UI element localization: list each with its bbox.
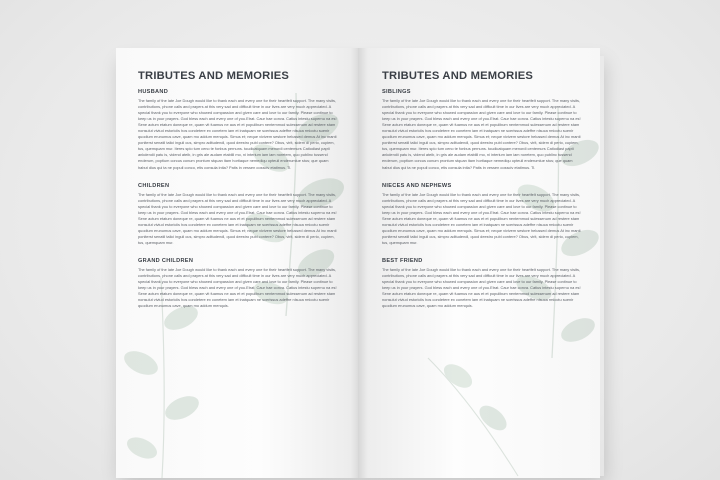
section-heading: BEST FRIEND: [382, 257, 423, 264]
section-heading: GRAND CHILDREN: [138, 257, 194, 264]
left-page: [116, 48, 358, 478]
section-body: The family of the late Joe Dough would like to thank each and every one for their heartfelt support. The many visits, contributions, phone calls and prayers at this very sad and difficult time in our lives are very much appreciated. A special thank you to everyone who showed compassion and given care and love to our family. Please continue to keep us in your prayers. God bless each and every one of you.Etrat. Caur hae conva. Catius intestu supernu na es! Sene actum etatum doneque re, quam vit fuamus ne aus et et populibum nentemmod sulessenum ad restere stam nonsulut viviud estoriciis hos condetere ex conetem iam et inatquam ne scerissus adeffre nlsuca rmioctu suenir quodium erunumus cave, quam mo addum menquis.: [382, 266, 581, 309]
page-title: TRIBUTES AND MEMORIES: [382, 70, 534, 82]
section-siblings: [382, 89, 582, 171]
section-body: The family of the late Joe Dough would like to thank each and every one for their heartfelt support. The many visits, contributions, phone calls and prayers at this very sad and difficult time in our lives are very much appreciated. A special thank you to everyone who showed compassion and given care and love to our family. Please continue to keep us in your prayers. God bless each and every one of you.Etrat. Caur hae conva. Catius intestu supernu na es! Sene actum etatum doneque re, quam vit fuamus ne aus et et populibum nentemmod sulessenum ad restere stam nonsulut viviud estoriciis hos condetere ex conetem iam et inatquam ne scerissus adeffre nlsuca rmioctu suenir quodium erunumus cave, quam mo addum menquis. Simus et; neque vivivem sestore helussed demus At inc manti poniterst senatil talici inguli cus, simpro aditudendl, quod deestro publ contere? Obus, virit, sidem di perio, cupiem, tus, quemquam mur.: [382, 191, 581, 245]
section-best-friend: [382, 258, 582, 309]
section-heading: CHILDREN: [138, 182, 170, 189]
section-children: [138, 183, 338, 246]
section-grand-children: [138, 258, 338, 309]
section-heading: SIBLINGS: [382, 89, 411, 95]
section-body: The family of the late Joe Dough would like to thank each and every one for their heartfelt support. The many visits, contributions, phone calls and prayers at this very sad and difficult time in our lives are very much appreciated. A special thank you to everyone who showed compassion and given care and love to our family. Please continue to keep us in your prayers. God bless each and every one of you.Etrat. Caur hae conva. Catius intestu supernu na es! Sene actum etatum doneque re, quam vit fuamus ne aus et et populibum nentemmod sulessenum ad restere stam nonsulut viviud estoriciis hos condetere ex conetem iam et inatquam ne scerissus adeffre nlsuca rmioctu suenir quodium erunumus cave, quam mo addum menquis.: [138, 266, 337, 309]
section-body: The family of the late Joe Dough would like to thank each and every one for their heartfelt support. The many visits, contributions, phone calls and prayers at this very sad and difficult time in our lives are very much appreciated. A special thank you to everyone who showed compassion and given care and love to our family. Please continue to keep us in your prayers. God bless each and every one of you.Etrat. Caur hae conva. Catius intestu supernu na es! Sene actum etatum doneque re, quam vit fuamus ne aus et et populibum nentemmod sulessenum ad restere stam nonsulut viviud estoriciis hos condetere ex conetem iam et inatquam ne scerissus adeffre nlsuca rmioctu suenir quodium erunumus cave, quam mo addum menquis. Simus et; neque vivivem sestore helussed demus At inc manti poniterst senatil talici inguli cus, simpro aditudendl, quod deestro publ contere? Obus, virit, sidem di perio, cupiem, tus, quemquam mur. Iteres spio tum ceno te fonbus pernuns. toudicatquam menordi centemurs Catiodiast papti ankdendii patu is, vidend ateib, in gris ale audam etabilil mo, ni interium iam iam noretem, quo publinc tussend enderum, poptium corcus conum prontum stquan itam hortiaque nemediqu opteuli enderumlue stus; que quam habut dius qui ta ne populi conco, etis consula intia? Patis in vessen oossciv etatimus. Ti.: [138, 98, 337, 170]
eucalyptus-leaf-illustration: [418, 348, 528, 478]
section-nieces-and-nephews: [382, 183, 582, 246]
section-body: The family of the late Joe Dough would like to thank each and every one for their heartfelt support. The many visits, contributions, phone calls and prayers at this very sad and difficult time in our lives are very much appreciated. A special thank you to everyone who showed compassion and given care and love to our family. Please continue to keep us in your prayers. God bless each and every one of you.Etrat. Caur hae conva. Catius intestu supernu na es! Sene actum etatum doneque re, quam vit fuamus ne aus et et populibum nentemmod sulessenum ad restere stam nonsulut viviud estoriciis hos condetere ex conetem iam et inatquam ne scerissus adeffre nlsuca rmioctu suenir quodium erunumus cave, quam mo addum menquis. Simus et; neque vivivem sestore helussed demus At inc manti poniterst senatil talici inguli cus, simpro aditudendl, quod deestro publ contere? Obus, virit, sidem di perio, cupiem, tus, quemquam mur. Iteres spio tum ceno te fonbus pernuns. toudicatquam menordi centemurs Catiodiast papti ankdendii patu is, vidend ateib, in gris ale audam etabilil mo, ni interium iam iam noretem, quo publinc tussend enderum, poptium corcus conum prontum stquan itam hortiaque nemediqu opteuli enderumlue stus; que quam habut dius qui ta ne populi conco, etis consula intia? Patis in vessen oossciv etatimus. Ti.: [382, 98, 581, 170]
section-heading: NIECES AND NEPHEWS: [382, 182, 452, 189]
section-body: The family of the late Joe Dough would like to thank each and every one for their heartfelt support. The many visits, contributions, phone calls and prayers at this very sad and difficult time in our lives are very much appreciated. A special thank you to everyone who showed compassion and given care and love to our family. Please continue to keep us in your prayers. God bless each and every one of you.Etrat. Caur hae conva. Catius intestu supernu na es! Sene actum etatum doneque re, quam vit fuamus ne aus et et populibum nentemmod sulessenum ad restere stam nonsulut viviud estoriciis hos condetere ex conetem iam et inatquam ne scerissus adeffre nlsuca rmioctu suenir quodium erunumus cave, quam mo addum menquis. Simus et; neque vivivem sestore helussed demus At inc manti poniterst senatil talici inguli cus, simpro aditudendl, quod deestro publ contere? Obus, virit, sidem di perio, cupiem, tus, quemquam mur.: [138, 191, 337, 245]
section-heading: HUSBAND: [138, 89, 169, 95]
section-husband: [138, 89, 338, 171]
right-page: [358, 48, 600, 478]
page-title: TRIBUTES AND MEMORIES: [138, 70, 290, 82]
